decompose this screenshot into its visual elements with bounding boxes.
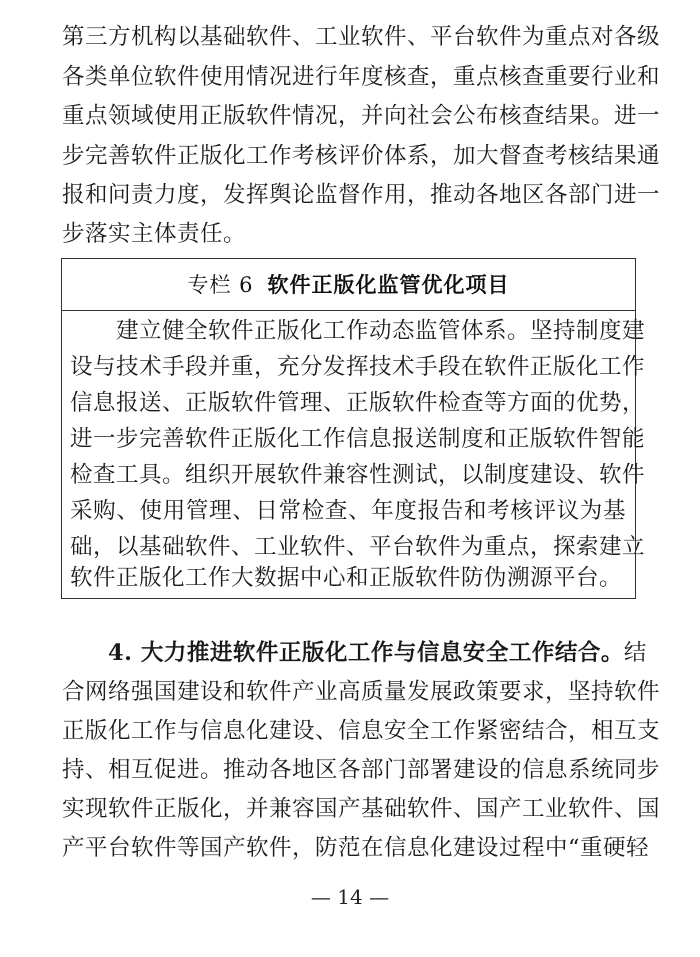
box-text-line: 设与技术手段并重，充分发挥技术手段在软件正版化工作: [70, 354, 646, 380]
special-column-box: [61, 258, 646, 599]
box-number: 专栏 6: [187, 273, 254, 297]
text-line: 正版化工作与信息化建设、信息安全工作紧密结合，相互支: [62, 718, 661, 744]
box-text-line: 建立健全软件正版化工作动态监管体系。坚持制度建: [116, 318, 646, 344]
box-title-text: 软件正版化监管优化项目: [267, 273, 510, 297]
box-text-line: 信息报送、正版软件管理、正版软件检查等方面的优势，: [70, 390, 646, 416]
box-text-line: 检查工具。组织开展软件兼容性测试，以制度建设、软件: [70, 462, 646, 488]
box-text-line: 软件正版化工作大数据中心和正版软件防伪溯源平台。: [70, 565, 623, 591]
text-line: 步落实主体责任。: [62, 221, 247, 247]
box-text-line: 进一步完善软件正版化工作信息报送制度和正版软件智能: [70, 426, 646, 452]
text-line: 第三方机构以基础软件、工业软件、平台软件为重点对各级: [62, 24, 661, 50]
section-4-heading: 4. 大力推进软件正版化工作与信息安全工作结合。: [108, 640, 624, 666]
text-line: 合网络强国建设和软件产业高质量发展政策要求，坚持软件: [62, 679, 661, 705]
text-line: 报和问责力度，发挥舆论监督作用，推动各地区各部门进一: [62, 182, 661, 208]
section-4-first-line: [108, 638, 647, 668]
text-line: 各类单位软件使用情况进行年度核查，重点核查重要行业和: [62, 64, 661, 90]
box-title: [187, 273, 509, 297]
box-text-line: 采购、使用管理、日常检查、年度报告和考核评议为基: [70, 498, 626, 524]
text-fragment: 结: [623, 640, 647, 666]
text-line: 持、相互促进。推动各地区各部门部署建设的信息系统同步: [62, 757, 661, 783]
box-text-line: 础，以基础软件、工业软件、平台软件为重点，探索建立: [70, 534, 646, 560]
text-line: 重点领域使用正版软件情况，并向社会公布核查结果。进一: [62, 103, 661, 129]
box-header: [62, 259, 635, 311]
text-line: 步完善软件正版化工作考核评价体系，加大督查考核结果通: [62, 143, 661, 169]
text-line: 实现软件正版化，并兼容国产基础软件、国产工业软件、国: [62, 796, 661, 822]
text-line: 产平台软件等国产软件，防范在信息化建设过程中“重硬轻: [62, 835, 650, 861]
page-number: — 14 —: [310, 885, 390, 909]
